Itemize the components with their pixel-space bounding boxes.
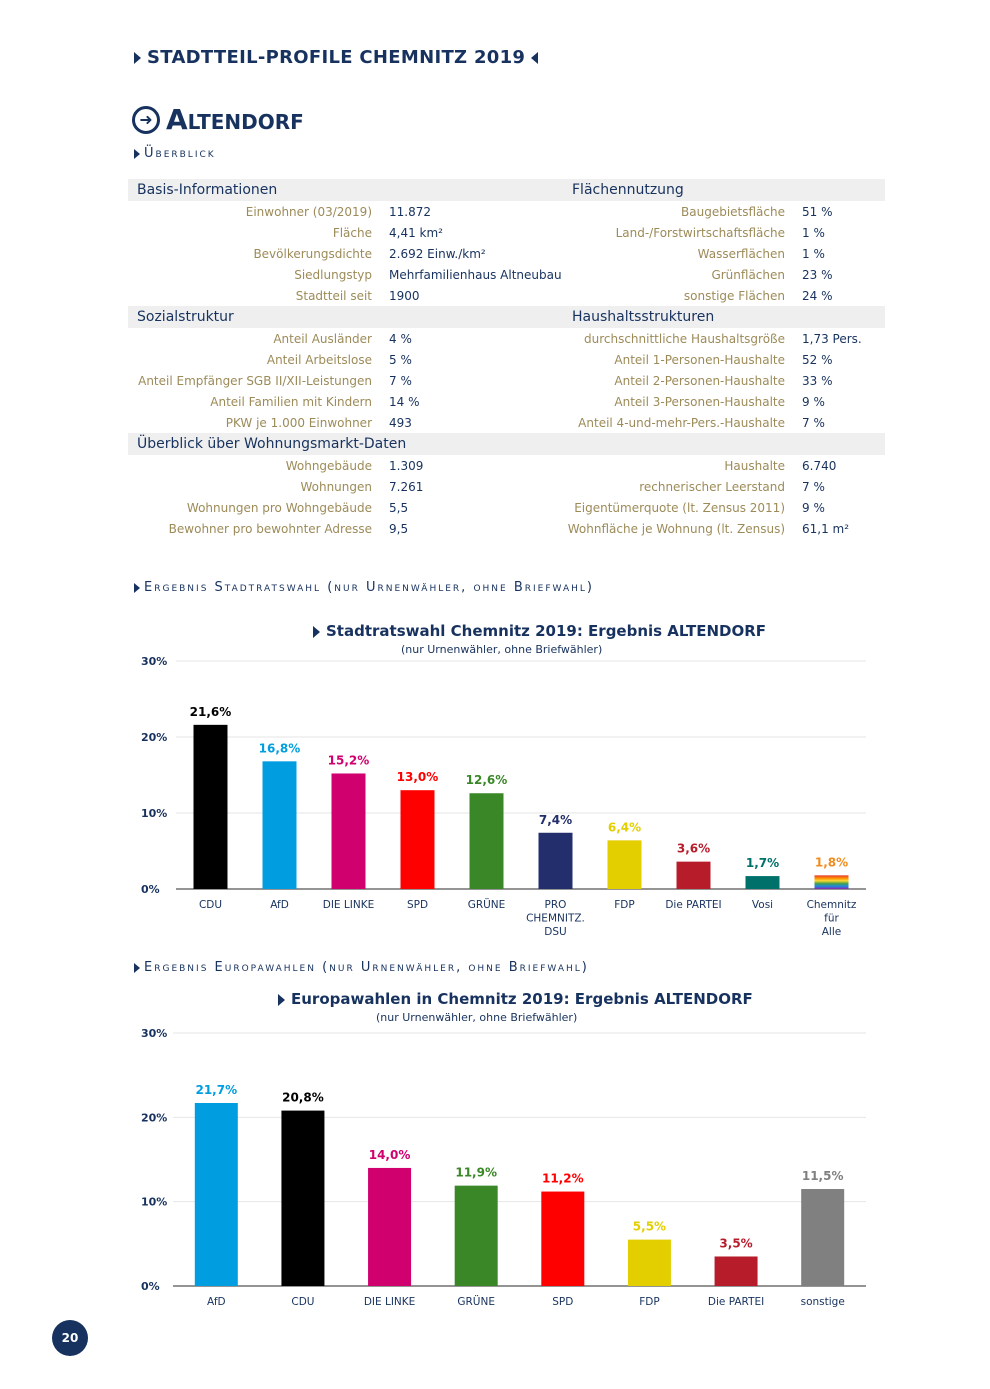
row-value: 9,5: [389, 522, 409, 536]
data-label: 15,2%: [327, 753, 370, 768]
district-name: Altendorf: [166, 103, 304, 136]
row-value: 33 %: [802, 374, 833, 388]
bar: [628, 1240, 671, 1286]
category-label: für: [824, 912, 839, 925]
band-sozial-left: Sozialstruktur: [137, 309, 234, 325]
row-value: 4,41 km²: [389, 226, 443, 240]
bar: [801, 1189, 844, 1286]
row-label: Anteil 1-Personen-Haushalte: [614, 353, 785, 367]
row-value: 51 %: [802, 205, 833, 219]
row-label: Wohnfläche je Wohnung (lt. Zensus): [567, 522, 785, 536]
row-value: 6.740: [802, 459, 837, 473]
band-basis-right: Flächennutzung: [572, 182, 684, 198]
data-label: 21,6%: [189, 704, 232, 719]
chart2-title-text: Europawahlen in Chemnitz 2019: Ergebnis ALTENDORF: [291, 990, 753, 1008]
row-value: 52 %: [802, 353, 833, 367]
row-value: 61,1 m²: [802, 522, 850, 536]
bar: [715, 1256, 758, 1286]
y-tick-label: 30%: [141, 1027, 168, 1040]
row-value: 23 %: [802, 268, 833, 282]
y-tick-label: 30%: [141, 655, 168, 668]
data-label: 5,5%: [632, 1219, 667, 1234]
row-label: Haushalte: [724, 459, 785, 473]
row-value: 5,5: [389, 501, 409, 515]
row-value: 9 %: [802, 395, 825, 409]
category-label: GRÜNE: [457, 1296, 495, 1308]
category-label: GRÜNE: [467, 899, 506, 911]
row-value: 493: [389, 416, 412, 430]
row-label: Bewohner pro bewohnter Adresse: [168, 522, 372, 536]
category-label: DIE LINKE: [322, 899, 375, 911]
y-tick-label: 20%: [141, 1111, 168, 1125]
row-value: 1.309: [389, 459, 424, 473]
category-label: Chemnitz: [806, 899, 857, 911]
row-label: Einwohner (03/2019): [245, 205, 372, 219]
bar: [281, 1111, 324, 1286]
row-label: rechnerischer Leerstand: [639, 480, 785, 494]
running-header-text: STADTTEIL-PROFILE CHEMNITZ 2019: [147, 47, 526, 68]
row-value: 24 %: [802, 289, 833, 303]
section-stadtrat-text: Ergebnis Stadtratswahl (nur Urnenwähler, ohne Briefwahl): [144, 580, 594, 595]
band-sozial-right: Haushaltsstrukturen: [572, 309, 715, 325]
row-label: Anteil Ausländer: [273, 332, 372, 346]
row-value: 7 %: [802, 416, 825, 430]
category-label: Die PARTEI: [665, 899, 722, 911]
category-label: DIE LINKE: [363, 1296, 416, 1308]
band-basis-left: Basis-Informationen: [137, 182, 278, 198]
category-label: CDU: [198, 899, 223, 911]
row-label: Bevölkerungsdichte: [253, 247, 372, 261]
section-europa-text: Ergebnis Europawahlen (nur Urnenwähler, ohne Briefwahl): [144, 960, 589, 975]
category-label: CHEMNITZ.: [526, 912, 585, 925]
category-label: SPD: [406, 899, 429, 911]
row-label: Grünflächen: [711, 268, 785, 282]
row-value: 5 %: [389, 353, 412, 367]
row-label: durchschnittliche Haushaltsgröße: [583, 332, 785, 346]
category-label: Vosi: [751, 899, 774, 911]
row-label: Wasserflächen: [697, 247, 785, 261]
row-value: 14 %: [389, 395, 420, 409]
category-label: AfD: [270, 899, 289, 911]
data-label: 1,7%: [745, 856, 780, 871]
data-label: 1,8%: [814, 855, 849, 870]
row-value: 7 %: [802, 480, 825, 494]
section-overview-text: Überblick: [144, 146, 216, 161]
data-label: 13,0%: [396, 770, 439, 785]
category-label: DSU: [544, 926, 567, 938]
data-label: 12,6%: [465, 773, 508, 788]
category-label: CDU: [291, 1296, 315, 1308]
row-label: Wohnungen: [300, 480, 372, 494]
category-label: Die PARTEI: [707, 1296, 765, 1308]
y-tick-label: 0%: [141, 883, 160, 896]
band-wohnung-left: Überblick über Wohnungsmarkt-Daten: [137, 436, 407, 452]
row-label: sonstige Flächen: [683, 289, 785, 303]
bar: [541, 1192, 584, 1286]
row-value: 1 %: [802, 226, 825, 240]
y-tick-label: 20%: [141, 731, 168, 744]
row-label: Stadtteil seit: [295, 289, 372, 303]
row-label: Anteil Familien mit Kindern: [210, 395, 372, 409]
bar: [455, 1186, 498, 1286]
row-label: Anteil 4-und-mehr-Pers.-Haushalte: [578, 416, 785, 430]
row-label: Anteil Arbeitslose: [266, 353, 372, 367]
data-label: 11,2%: [541, 1171, 584, 1186]
chart1-title-text: Stadtratswahl Chemnitz 2019: Ergebnis ALTENDORF: [326, 622, 767, 640]
data-label: 14,0%: [368, 1147, 411, 1162]
row-value: 11.872: [389, 205, 431, 219]
row-value: 9 %: [802, 501, 825, 515]
row-label: Anteil 2-Personen-Haushalte: [614, 374, 785, 388]
row-value: 1 %: [802, 247, 825, 261]
category-label: PRO: [544, 899, 567, 911]
row-value: 2.692 Einw./km²: [389, 247, 486, 261]
row-value: 1,73 Pers.: [802, 332, 862, 346]
data-label: 11,5%: [801, 1169, 844, 1184]
category-label: SPD: [552, 1296, 574, 1308]
data-label: 16,8%: [258, 741, 301, 756]
category-label: AfD: [207, 1296, 226, 1308]
page-number: 20: [52, 1320, 88, 1356]
row-label: Land-/Forstwirtschaftsfläche: [615, 226, 785, 240]
y-tick-label: 10%: [141, 1195, 168, 1209]
arrow-circle-icon: ➜: [132, 106, 160, 134]
category-label: sonstige: [800, 1296, 845, 1308]
data-label: 3,5%: [719, 1236, 753, 1251]
category-label: FDP: [639, 1296, 660, 1308]
row-value: Mehrfamilienhaus Altneubau: [389, 268, 562, 282]
row-label: Eigentümerquote (lt. Zensus 2011): [574, 501, 785, 515]
row-label: Baugebietsfläche: [681, 205, 785, 219]
bar: [195, 1103, 238, 1286]
data-label: 11,9%: [455, 1165, 498, 1180]
row-value: 1900: [389, 289, 420, 303]
category-label: FDP: [614, 899, 635, 911]
row-label: PKW je 1.000 Einwohner: [225, 416, 372, 430]
row-label: Fläche: [332, 226, 372, 240]
chart2-subtitle: (nur Urnenwähler, ohne Briefwähler): [376, 1011, 578, 1024]
category-label: Alle: [821, 926, 842, 938]
data-label: 7,4%: [538, 812, 573, 827]
data-label: 3,6%: [676, 841, 711, 856]
row-label: Anteil 3-Personen-Haushalte: [614, 395, 785, 409]
row-label: Siedlungstyp: [294, 268, 372, 282]
row-label: Anteil Empfänger SGB II/XII-Leistungen: [138, 374, 372, 388]
data-label: 20,8%: [282, 1090, 324, 1105]
row-label: Wohngebäude: [285, 459, 372, 473]
y-tick-label: 0%: [141, 1280, 160, 1293]
chart1-subtitle: (nur Urnenwähler, ohne Briefwähler): [401, 643, 603, 656]
bar: [368, 1168, 411, 1286]
data-label: 21,7%: [195, 1082, 238, 1097]
row-value: 4 %: [389, 332, 412, 346]
row-label: Wohnungen pro Wohngebäude: [186, 501, 372, 515]
row-value: 7 %: [389, 374, 412, 388]
y-tick-label: 10%: [141, 807, 168, 820]
row-value: 7.261: [389, 480, 424, 494]
data-label: 6,4%: [607, 820, 642, 835]
